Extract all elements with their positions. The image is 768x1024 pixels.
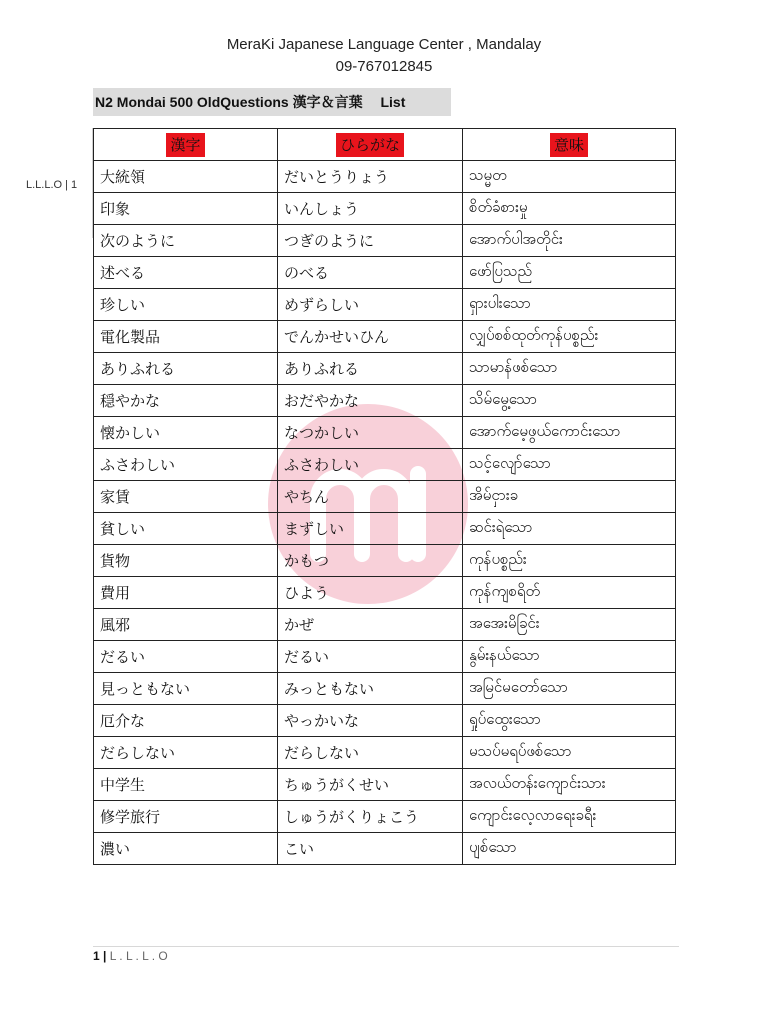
cell-meaning: စိတ်ခံစားမှု [463, 193, 676, 225]
list-title: N2 Mondai 500 OldQuestions 漢字＆言葉 List [93, 88, 451, 116]
cell-kanji: だらしない [94, 737, 278, 769]
cell-meaning: နွမ်းနယ်သော [463, 641, 676, 673]
cell-hiragana: おだやかな [278, 385, 463, 417]
cell-hiragana: ちゅうがくせい [278, 769, 463, 801]
cell-meaning: အောက်မေ့ဖွယ်ကောင်းသော [463, 417, 676, 449]
cell-hiragana: だるい [278, 641, 463, 673]
cell-hiragana: ふさわしい [278, 449, 463, 481]
table-row [94, 833, 676, 865]
cell-meaning: အလယ်တန်းကျောင်းသား [463, 769, 676, 801]
header-hiragana: ひらがな [278, 129, 463, 161]
table-row [94, 609, 676, 641]
table-row [94, 513, 676, 545]
cell-kanji: 珍しい [94, 289, 278, 321]
cell-hiragana: めずらしい [278, 289, 463, 321]
center-phone: 09-767012845 [335, 58, 433, 75]
footer-divider [93, 946, 679, 947]
cell-hiragana: しゅうがくりょこう [278, 801, 463, 833]
cell-hiragana: まずしい [278, 513, 463, 545]
footer-page-number: 1 [93, 949, 100, 963]
cell-hiragana: だいとうりょう [278, 161, 463, 193]
cell-meaning: ရှုပ်ထွေးသော [463, 705, 676, 737]
table-row [94, 225, 676, 257]
cell-kanji: 大統領 [94, 161, 278, 193]
header-kanji: 漢字 [94, 129, 278, 161]
cell-hiragana: のべる [278, 257, 463, 289]
cell-kanji: 懐かしい [94, 417, 278, 449]
cell-kanji: 貧しい [94, 513, 278, 545]
table-row [94, 417, 676, 449]
header-meaning: 意味 [463, 129, 676, 161]
footer-separator: | [99, 949, 110, 963]
cell-kanji: 述べる [94, 257, 278, 289]
cell-meaning: ရှားပါးသော [463, 289, 676, 321]
cell-hiragana: でんかせいひん [278, 321, 463, 353]
table-row [94, 289, 676, 321]
cell-meaning: အအေးမိခြင်း [463, 609, 676, 641]
cell-hiragana: なつかしい [278, 417, 463, 449]
table-row [94, 673, 676, 705]
cell-hiragana: だらしない [278, 737, 463, 769]
table-row [94, 353, 676, 385]
cell-hiragana: こい [278, 833, 463, 865]
table-row [94, 321, 676, 353]
cell-kanji: 印象 [94, 193, 278, 225]
footer-label: L . L . L . O [109, 949, 168, 963]
cell-hiragana: かもつ [278, 545, 463, 577]
cell-meaning: ကုန်ပစ္စည်း [463, 545, 676, 577]
cell-hiragana: ひよう [278, 577, 463, 609]
cell-meaning: အောက်ပါအတိုင်း [463, 225, 676, 257]
cell-kanji: 穏やかな [94, 385, 278, 417]
cell-meaning: ပျစ်သော [463, 833, 676, 865]
table-row [94, 257, 676, 289]
cell-meaning: အိမ်ငှားခ [463, 481, 676, 513]
cell-kanji: 厄介な [94, 705, 278, 737]
cell-kanji: 見っともない [94, 673, 278, 705]
table-row [94, 705, 676, 737]
cell-kanji: だるい [94, 641, 278, 673]
cell-hiragana: ありふれる [278, 353, 463, 385]
table-row [94, 737, 676, 769]
table-row [94, 449, 676, 481]
cell-hiragana: かぜ [278, 609, 463, 641]
table-row [94, 577, 676, 609]
center-name: MeraKi Japanese Language Center , Mandalay [226, 36, 542, 53]
cell-hiragana: つぎのように [278, 225, 463, 257]
cell-meaning: သာမာန်ဖစ်သော [463, 353, 676, 385]
cell-meaning: သမ္မတ [463, 161, 676, 193]
cell-kanji: 中学生 [94, 769, 278, 801]
cell-kanji: 貨物 [94, 545, 278, 577]
cell-kanji: 濃い [94, 833, 278, 865]
table-row [94, 193, 676, 225]
cell-meaning: ကျောင်းလေ့လာရေးခရီး [463, 801, 676, 833]
cell-meaning: ကုန်ကျစရိတ် [463, 577, 676, 609]
cell-meaning: သင့်လျော်သော [463, 449, 676, 481]
table-row [94, 769, 676, 801]
table-row [94, 385, 676, 417]
cell-kanji: 費用 [94, 577, 278, 609]
table-header-row [94, 129, 676, 161]
cell-meaning: မသပ်မရပ်ဖစ်သော [463, 737, 676, 769]
cell-meaning: ဖော်ပြသည် [463, 257, 676, 289]
cell-kanji: 次のように [94, 225, 278, 257]
cell-meaning: လျှပ်စစ်ထုတ်ကုန်ပစ္စည်း [463, 321, 676, 353]
vocabulary-table [93, 128, 676, 865]
cell-hiragana: やちん [278, 481, 463, 513]
cell-meaning: သိမ်မွေ့သော [463, 385, 676, 417]
table-row [94, 161, 676, 193]
cell-kanji: 風邪 [94, 609, 278, 641]
cell-kanji: ふさわしい [94, 449, 278, 481]
table-row [94, 545, 676, 577]
cell-kanji: 修学旅行 [94, 801, 278, 833]
cell-hiragana: やっかいな [278, 705, 463, 737]
side-page-note: L.L.L.O | 1 [26, 179, 78, 191]
table-row [94, 801, 676, 833]
table-row [94, 641, 676, 673]
cell-meaning: ဆင်းရဲသော [463, 513, 676, 545]
cell-hiragana: いんしょう [278, 193, 463, 225]
table-row [94, 481, 676, 513]
cell-meaning: အမြင်မတော်သော [463, 673, 676, 705]
cell-hiragana: みっともない [278, 673, 463, 705]
cell-kanji: 電化製品 [94, 321, 278, 353]
cell-kanji: 家賃 [94, 481, 278, 513]
cell-kanji: ありふれる [94, 353, 278, 385]
footer [93, 949, 168, 963]
